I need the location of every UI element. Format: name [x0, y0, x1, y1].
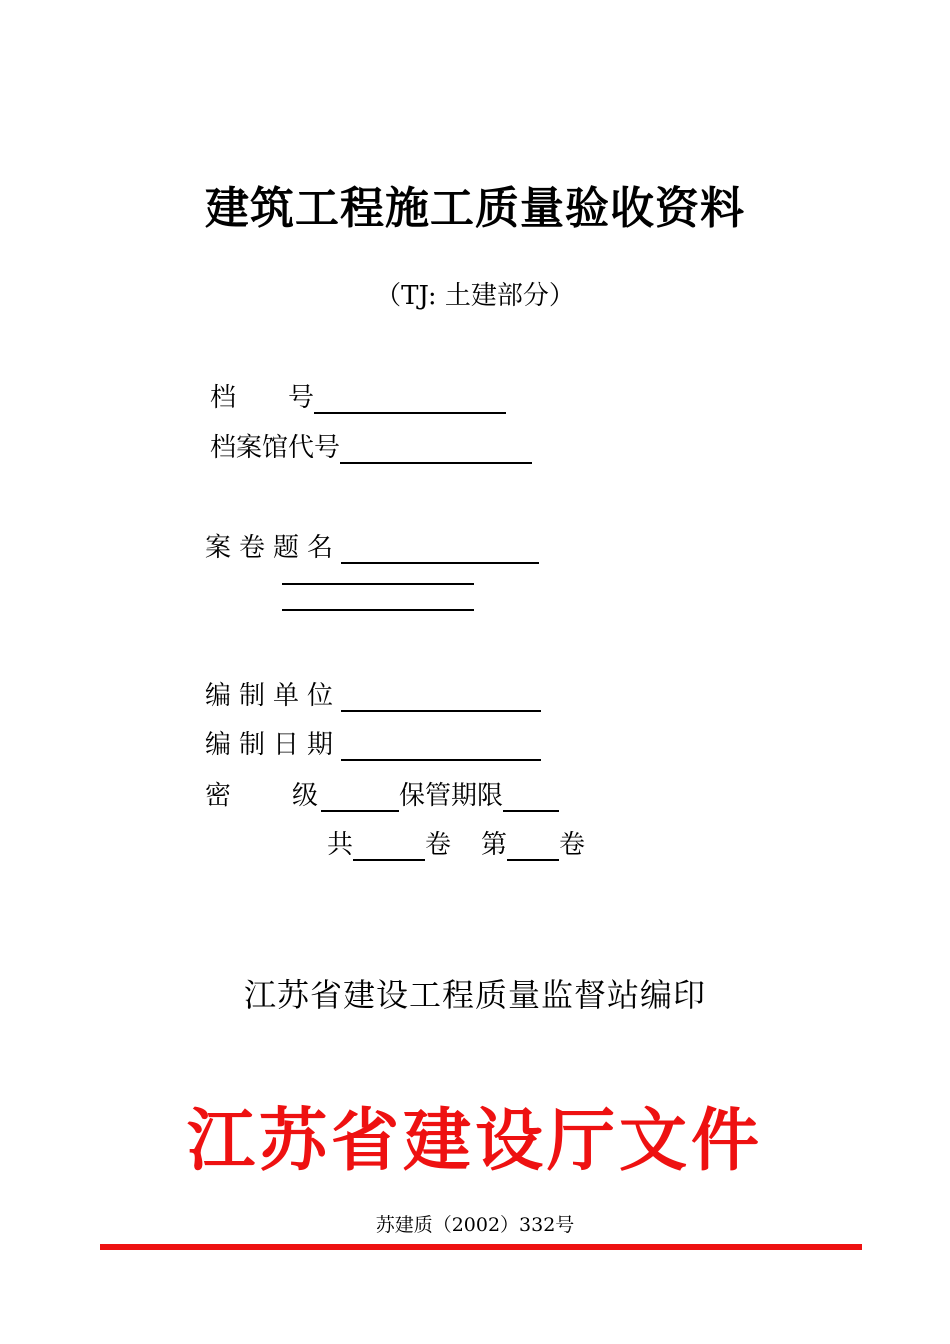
secrecy-label: 密 级: [205, 781, 322, 811]
archive-no-field: [210, 377, 506, 414]
volume-title-blank-2[interactable]: [282, 583, 474, 585]
document-title: 建筑工程施工质量验收资料: [205, 183, 745, 234]
red-document-heading: 江苏省建设厅文件: [186, 1102, 763, 1181]
compiling-date-blank[interactable]: [341, 731, 541, 761]
volume-title-label: 案卷题名: [205, 533, 342, 563]
volume-number-blank[interactable]: [507, 831, 559, 861]
compiling-unit-label: 编制单位: [205, 681, 342, 711]
document-number: 苏建质（2002）332号: [375, 1214, 575, 1236]
volume-title-blank-3[interactable]: [282, 609, 474, 611]
compiling-unit-blank[interactable]: [341, 682, 541, 712]
volume-count-field: [327, 824, 585, 861]
compiling-date-field: [205, 724, 541, 761]
document-subtitle: （TJ: 土建部分）: [375, 281, 575, 311]
secrecy-blank[interactable]: [321, 782, 399, 812]
archive-no-blank[interactable]: [314, 384, 506, 414]
total-label: 共: [327, 830, 354, 860]
volume-label: 卷: [425, 830, 452, 860]
compiling-date-label: 编制日期: [205, 730, 342, 760]
printer-credit: 江苏省建设工程质量监督站编印: [243, 976, 706, 1014]
secrecy-retention-field: [205, 775, 559, 812]
red-divider-line: [100, 1244, 862, 1250]
archive-office-code-label: 档案馆代号: [210, 433, 341, 463]
compiling-unit-field: [205, 675, 541, 712]
volume-title-field: [205, 527, 539, 564]
volume-title-blank-1[interactable]: [341, 534, 539, 564]
volume-label-2: 卷: [559, 830, 586, 860]
retention-blank[interactable]: [503, 782, 559, 812]
archive-office-code-field: [210, 427, 532, 464]
archive-no-label: 档 号: [210, 383, 315, 413]
archive-office-code-blank[interactable]: [340, 434, 532, 464]
retention-label: 保管期限: [399, 781, 504, 811]
total-volumes-blank[interactable]: [353, 831, 425, 861]
no-label: 第: [481, 830, 508, 860]
